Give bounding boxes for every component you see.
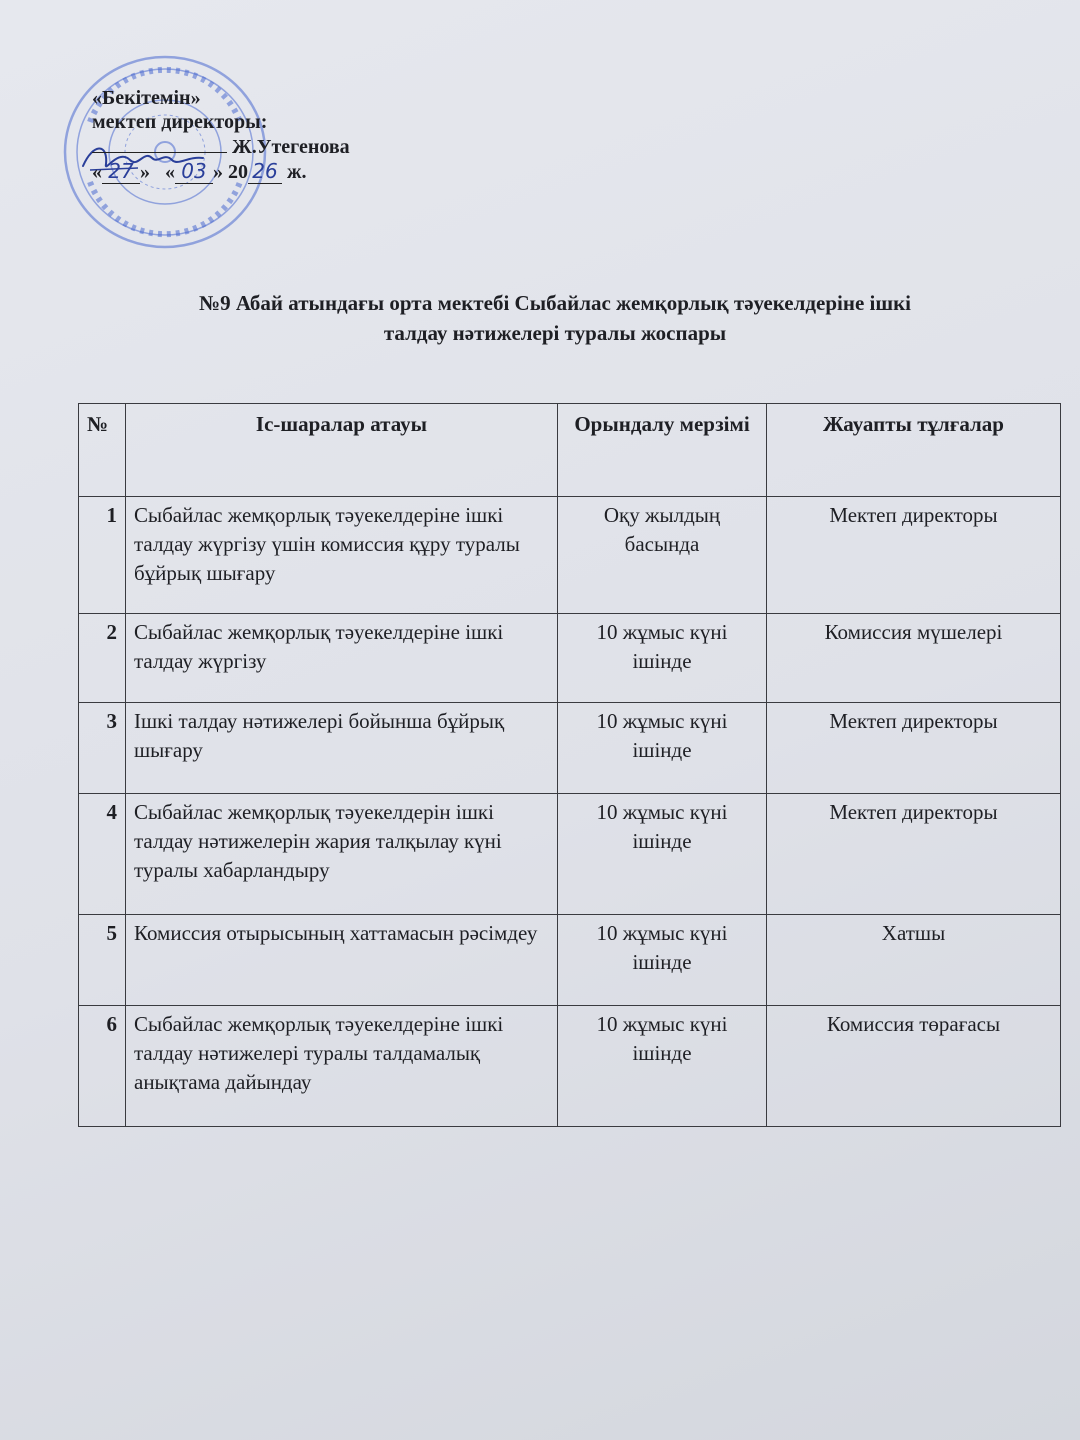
row-responsible: Мектеп директоры [767, 703, 1061, 794]
row-event: Сыбайлас жемқорлық тәуекелдеріне ішкі талдау жүргізу [126, 614, 558, 703]
row-responsible: Хатшы [767, 915, 1061, 1006]
plan-table [78, 403, 1061, 1127]
row-term: 10 жұмыс күні ішінде [558, 794, 767, 915]
row-term: 10 жұмыс күні ішінде [558, 703, 767, 794]
header-term: Орындалу мерзімі [558, 404, 767, 497]
row-event: Комиссия отырысының хаттамасын рәсімдеу [126, 915, 558, 1006]
row-event: Сыбайлас жемқорлық тәуекелдеріне ішкі талдау нәтижелері туралы талдамалық анықтама дайындау [126, 1006, 558, 1127]
row-num: 4 [79, 794, 126, 915]
date-mid-quote: » [140, 161, 150, 183]
table-row [79, 497, 1061, 614]
row-term: 10 жұмыс күні ішінде [558, 1006, 767, 1127]
title-line-2: талдау нәтижелері туралы жоспары [383, 321, 727, 345]
table-row [79, 794, 1061, 915]
date-year-unit: ж. [287, 161, 307, 183]
approve-label: «Бекітемін» [92, 87, 201, 109]
approval-block [92, 86, 350, 184]
table-row [79, 614, 1061, 703]
date-month: 03 [175, 159, 213, 184]
signature-row [92, 134, 350, 159]
page-title [90, 288, 1020, 348]
row-num: 6 [79, 1006, 126, 1127]
table-row [79, 1006, 1061, 1127]
row-responsible: Мектеп директоры [767, 794, 1061, 915]
date-year-suffix: 26 [248, 159, 282, 184]
row-event: Сыбайлас жемқорлық тәуекелдерін ішкі талдау нәтижелерін жария талқылау күні туралы хабарландыру [126, 794, 558, 915]
header-num: № [79, 404, 126, 497]
director-name: Ж.Утегенова [232, 136, 350, 158]
signature-line [92, 134, 227, 153]
date-close-quote: » [213, 161, 223, 183]
row-event: Сыбайлас жемқорлық тәуекелдеріне ішкі талдау жүргізу үшін комиссия құру туралы бұйрық шығару [126, 497, 558, 614]
row-num: 2 [79, 614, 126, 703]
table-row [79, 703, 1061, 794]
row-term: 10 жұмыс күні ішінде [558, 614, 767, 703]
date-open-quote: « [92, 161, 102, 183]
header-responsible: Жауапты тұлғалар [767, 404, 1061, 497]
row-num: 3 [79, 703, 126, 794]
approval-date [92, 159, 350, 184]
row-term: 10 жұмыс күні ішінде [558, 915, 767, 1006]
row-term: Оқу жылдың басында [558, 497, 767, 614]
title-line-1: №9 Абай атындағы орта мектебі Сыбайлас жемқорлық тәуекелдеріне ішкі [198, 291, 912, 315]
date-day: 27 [102, 159, 140, 184]
date-open-quote-2: « [165, 161, 175, 183]
row-responsible: Комиссия төрағасы [767, 1006, 1061, 1127]
row-responsible: Комиссия мүшелері [767, 614, 1061, 703]
row-event: Ішкі талдау нәтижелері бойынша бұйрық шығару [126, 703, 558, 794]
table-row [79, 915, 1061, 1006]
header-event: Іс-шаралар атауы [126, 404, 558, 497]
table-header-row [79, 404, 1061, 497]
row-responsible: Мектеп директоры [767, 497, 1061, 614]
row-num: 5 [79, 915, 126, 1006]
director-position: мектеп директоры: [92, 111, 268, 133]
date-year-prefix: 20 [228, 161, 248, 183]
row-num: 1 [79, 497, 126, 614]
